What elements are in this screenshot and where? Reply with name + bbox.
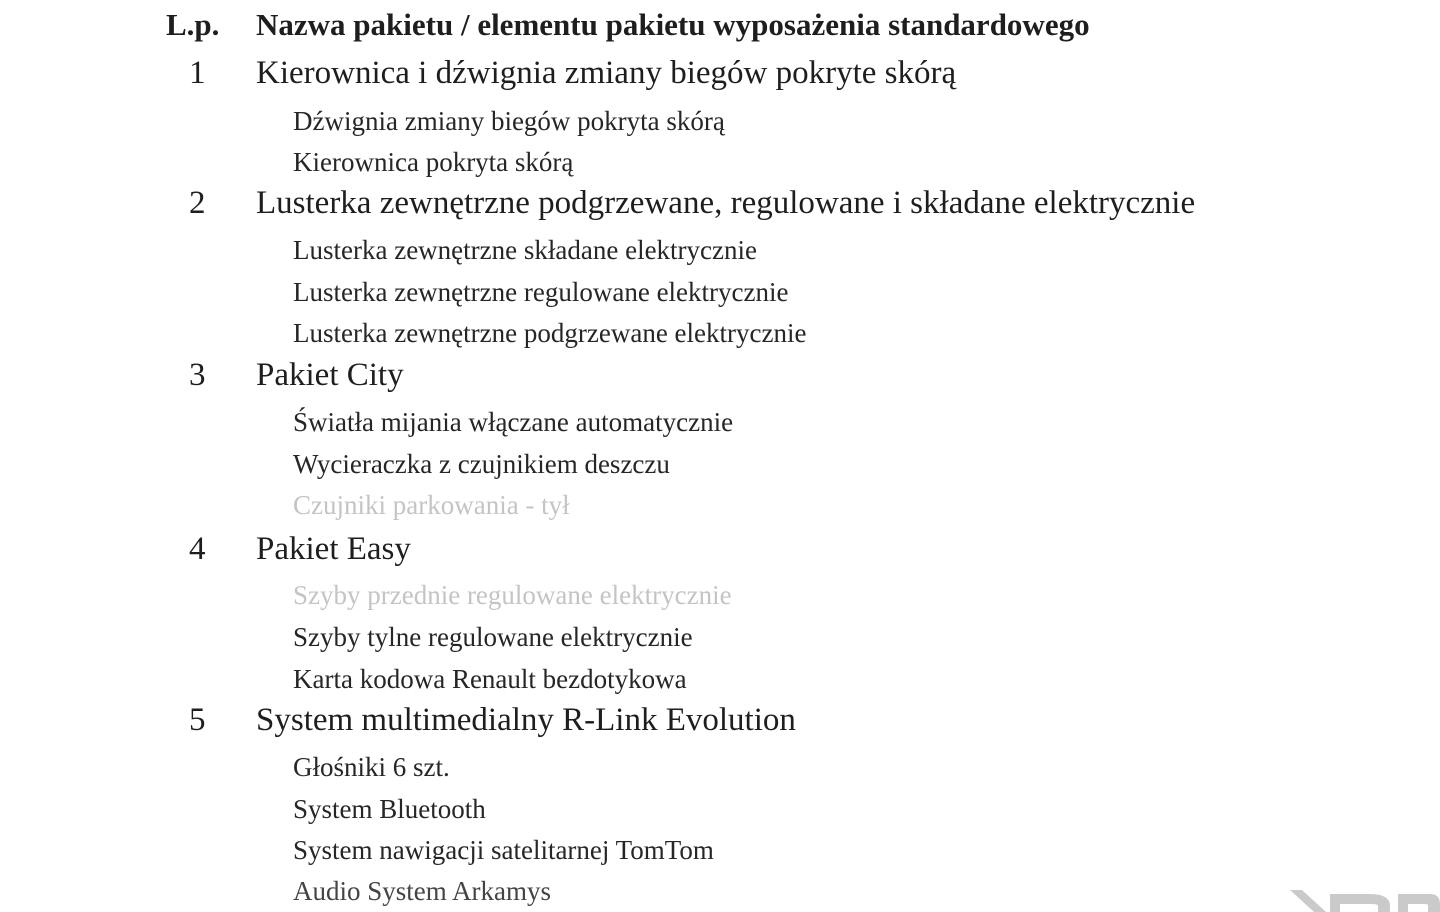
package-number: 4 bbox=[189, 531, 206, 567]
package-name: Lusterka zewnętrzne podgrzewane, regulowane i składane elektrycznie bbox=[256, 185, 1196, 221]
package-item: System Bluetooth bbox=[293, 794, 486, 824]
package-number: 5 bbox=[189, 702, 206, 738]
package-item: Kierownica pokryta skórą bbox=[293, 147, 574, 177]
package-item: Lusterka zewnętrzne regulowane elektrycznie bbox=[293, 277, 789, 307]
package-number: 1 bbox=[189, 55, 206, 91]
package-item: Światła mijania włączane automatycznie bbox=[293, 407, 734, 437]
package-item: System nawigacji satelitarnej TomTom bbox=[293, 835, 714, 865]
package-name: Pakiet Easy bbox=[256, 531, 411, 567]
package-item: Szyby przednie regulowane elektrycznie bbox=[293, 580, 732, 610]
watermark-logo bbox=[1140, 872, 1440, 912]
header-lp: L.p. bbox=[166, 7, 220, 42]
package-item: Lusterka zewnętrzne składane elektrycznie bbox=[293, 235, 757, 265]
package-number: 3 bbox=[189, 357, 206, 393]
package-name: System multimedialny R-Link Evolution bbox=[256, 702, 796, 738]
package-item: Wycieraczka z czujnikiem deszczu bbox=[293, 449, 670, 479]
package-item: Szyby tylne regulowane elektrycznie bbox=[293, 622, 693, 652]
package-item: Karta kodowa Renault bezdotykowa bbox=[293, 664, 687, 694]
package-item: Głośniki 6 szt. bbox=[293, 752, 450, 782]
package-name: Kierownica i dźwignia zmiany biegów pokryte skórą bbox=[256, 55, 957, 91]
package-item: Czujniki parkowania - tył bbox=[293, 490, 570, 520]
package-item: Dźwignia zmiany biegów pokryta skórą bbox=[293, 106, 725, 136]
package-number: 2 bbox=[189, 185, 206, 221]
package-item: Audio System Arkamys bbox=[293, 876, 552, 906]
package-item: Lusterka zewnętrzne podgrzewane elektrycznie bbox=[293, 318, 807, 348]
package-name: Pakiet City bbox=[256, 357, 404, 393]
header-title: Nazwa pakietu / elementu pakietu wyposażenia standardowego bbox=[256, 7, 1090, 42]
